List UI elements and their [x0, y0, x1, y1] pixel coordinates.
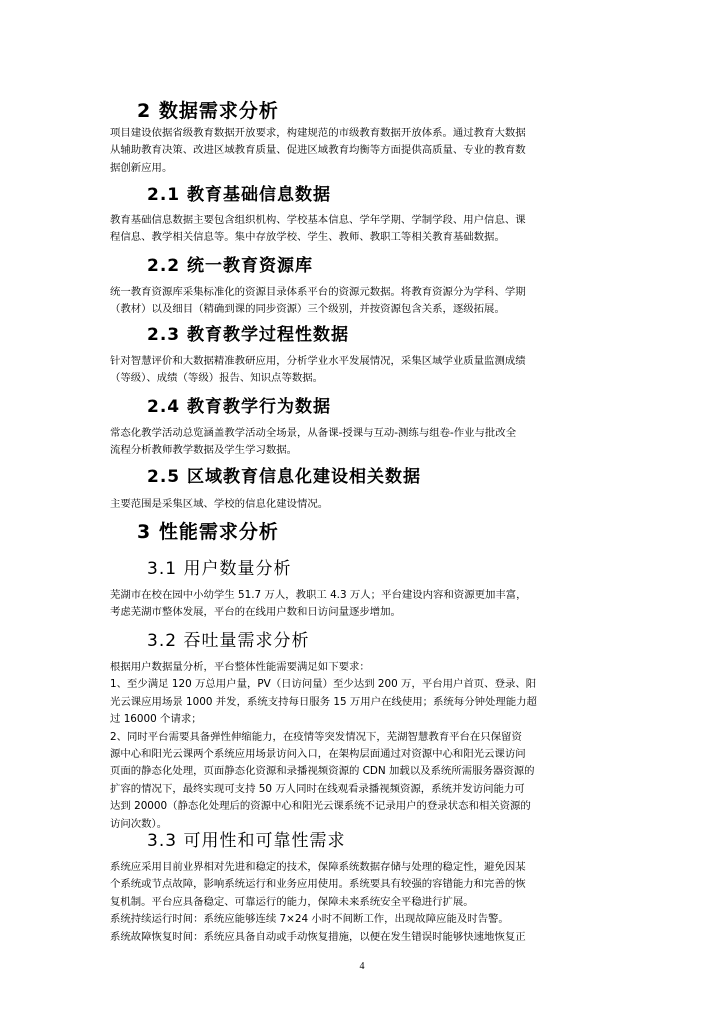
- section-heading-2-4: 2.4 教育教学行为数据: [147, 397, 332, 417]
- text-line: 教育基础信息数据主要包含组织机构、学校基本信息、学年学期、学制学段、用户信息、课: [110, 214, 526, 226]
- text-line: 光云课应用场景 1000 并发，系统支持每日服务 15 万用户在线使用；系统每分钟处理能力超: [110, 695, 537, 708]
- text-line: 复机制。平台应具备稳定、可靠运行的能力，保障未来系统安全平稳进行扩展。: [110, 895, 474, 908]
- paragraph-2-1: [110, 212, 616, 247]
- text-line: 统一教育资源库采集标准化的资源目录体系平台的资源元数据。将教育资源分为学科、学期: [110, 286, 526, 298]
- text-line: 过 16000 个请求；: [110, 713, 202, 726]
- text-line: 程信息、教学相关信息等。集中存放学校、学生、教师、教职工等相关教育基础数据。: [110, 231, 505, 244]
- text-line: 芜湖市在校在园中小幼学生 51.7 万人，教职工 4.3 万人；平台建设内容和资源更加丰富，: [110, 589, 527, 601]
- text-line: 系统应采用目前业界相对先进和稳定的技术，保障系统数据存储与处理的稳定性，避免因某: [110, 861, 526, 873]
- text-line: 主要范围是采集区域、学校的信息化建设情况。: [110, 498, 329, 510]
- paragraph-3-3: [110, 859, 616, 946]
- text-line: 系统故障恢复时间：系统应具备自动或手动恢复措施，以便在发生错误时能够快速地恢复正: [110, 930, 526, 943]
- section-heading-2-5: 2.5 区域教育信息化建设相关数据: [147, 467, 422, 487]
- paragraph-3-2: [110, 659, 616, 833]
- paragraph-2-4: [110, 425, 616, 460]
- text-line: 访问次数）。: [110, 817, 168, 830]
- text-line: 达到 20000（静态化处理后的资源中心和阳光云课系统不记录用户的登录状态和相关资源的: [110, 800, 531, 813]
- section-heading-2-1: 2.1 教育基础信息数据: [147, 185, 332, 205]
- section-heading-2: 2 数据需求分析: [137, 100, 279, 122]
- text-line: 流程分析教师教学数据及学生学习数据。: [110, 444, 298, 457]
- text-line: 常态化教学活动总览涵盖教学活动全场景，从备课-授课与互动-测练与组卷-作业与批改全: [110, 427, 517, 439]
- text-line: 据创新应用。: [110, 161, 173, 174]
- text-line: 页面的静态化处理，页面静态化资源和录播视频资源的 CDN 加载以及系统所需服务器资源的: [110, 765, 535, 778]
- text-line: 个系统或节点故障，影响系统运行和业务应用使用。系统要具有较强的容错能力和完善的恢: [110, 878, 526, 891]
- paragraph-2: [110, 125, 616, 177]
- text-line: 根据用户数据量分析，平台整体性能需要满足如下要求：: [110, 661, 370, 673]
- text-line: 考虑芜湖市整体发展，平台的在线用户数和日访问量逐步增加。: [110, 606, 401, 619]
- paragraph-2-2: [110, 284, 616, 319]
- paragraph-2-3: [110, 353, 616, 388]
- text-line: 2、同时平台需要具备弹性伸缩能力，在疫情等突发情况下，芜湖智慧教育平台在只保留资: [110, 730, 522, 743]
- text-line: （等级）、成绩（等级）报告、知识点等数据。: [110, 372, 324, 385]
- section-heading-3-3: 3.3 可用性和可靠性需求: [147, 831, 346, 851]
- text-line: 从辅助教育决策、改进区域教育质量、促进区域教育均衡等方面提供高质量、专业的教育数: [110, 144, 526, 157]
- section-heading-2-2: 2.2 统一教育资源库: [147, 256, 314, 276]
- page-number: 4: [359, 961, 365, 972]
- text-line: （教材）以及细目（精确到课的同步资源）三个级别，并按资源包含关系，逐级拓展。: [110, 303, 505, 316]
- text-line: 1、至少满足 120 万总用户量，PV（日访问量）至少达到 200 万，平台用户首页、登录、阳: [110, 678, 537, 691]
- text-line: 扩容的情况下，最终实现可支持 50 万人同时在线观看录播视频资源，系统并发访问能力可: [110, 782, 525, 795]
- paragraph-3-1: [110, 587, 616, 622]
- text-line: 项目建设依据省级教育数据开放要求，构建规范的市级教育数据开放体系。通过教育大数据: [110, 127, 526, 139]
- text-line: 系统持续运行时间：系统应能够连续 7×24 小时不间断工作，出现故障应能及时告警。: [110, 913, 509, 926]
- section-heading-2-3: 2.3 教育教学过程性数据: [147, 325, 350, 345]
- paragraph-2-5: [110, 496, 616, 513]
- section-heading-3-2: 3.2 吞吐量需求分析: [147, 631, 310, 651]
- section-heading-3: 3 性能需求分析: [137, 521, 279, 543]
- section-heading-3-1: 3.1 用户数量分析: [147, 559, 292, 579]
- text-line: 源中心和阳光云课两个系统应用场景访问入口，在架构层面通过对资源中心和阳光云课访问: [110, 748, 526, 761]
- text-line: 针对智慧评价和大数据精准教研应用，分析学业水平发展情况，采集区域学业质量监测成绩: [110, 355, 526, 367]
